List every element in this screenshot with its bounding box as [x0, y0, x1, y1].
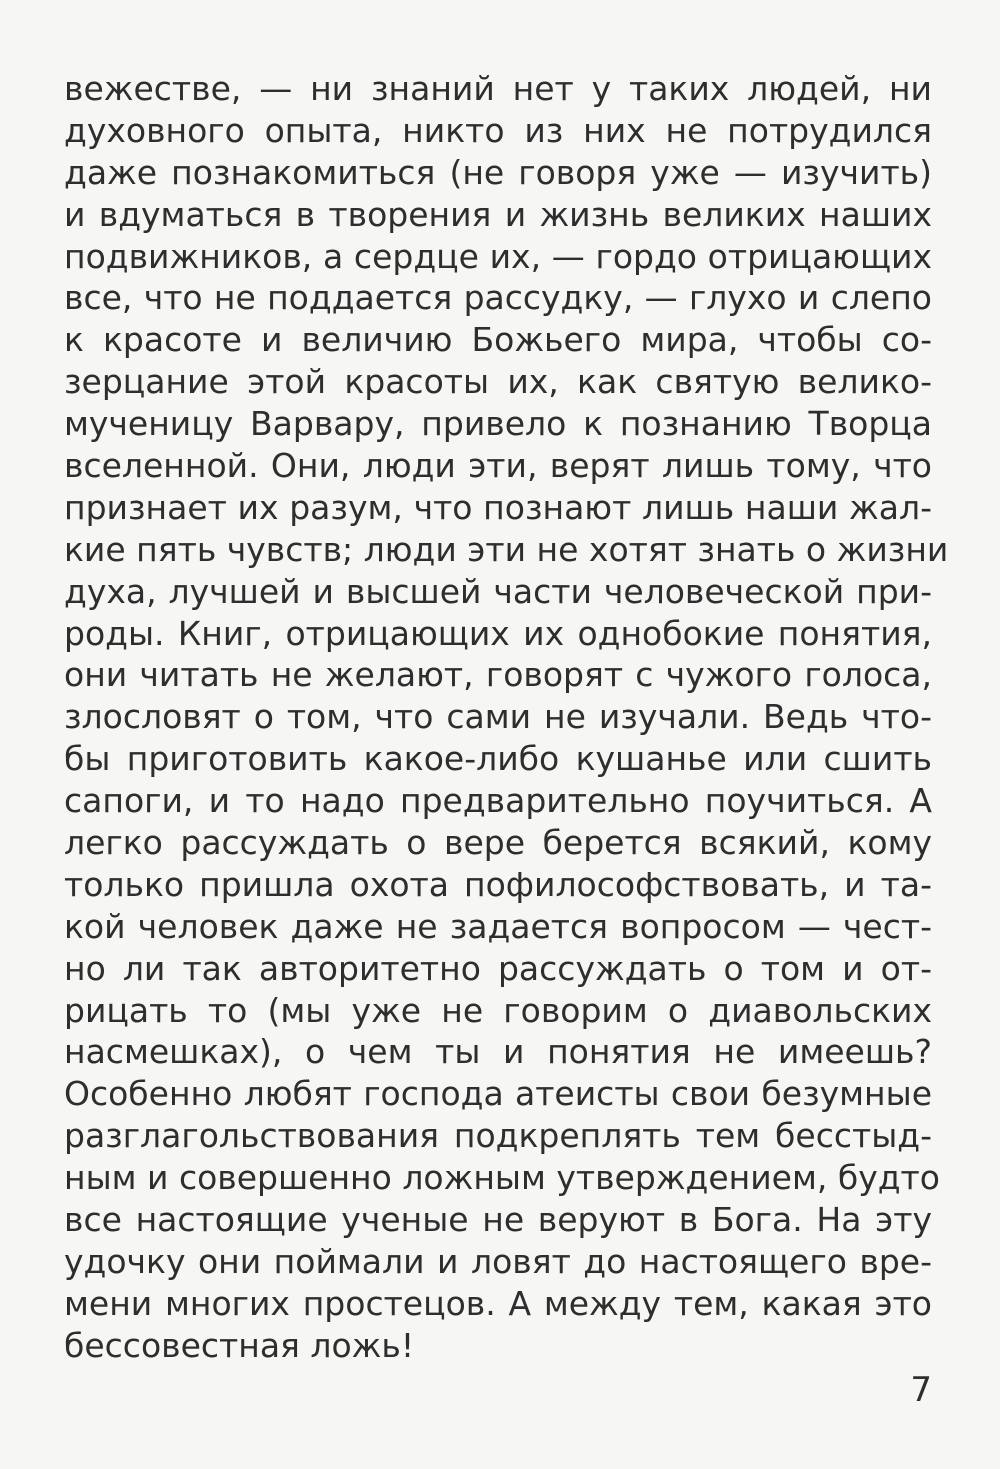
text-line: духа, лучшей и высшей части человеческой при- [64, 571, 932, 611]
text-line: Особенно любят господа атеисты свои безумные [64, 1074, 932, 1114]
body-text [64, 68, 949, 1367]
text-line: рицать то (мы уже не говорим о диавольских [64, 990, 932, 1030]
text-line: насмешках), о чем ты и понятия не имеешь? [64, 1032, 932, 1072]
text-line: но ли так авторитетно рассуждать о том и от- [64, 948, 932, 988]
text-line: мени многих простецов. А между тем, какая это [64, 1283, 932, 1323]
text-line: сапоги, и то надо предварительно поучиться. А [64, 781, 932, 821]
text-line: и вдуматься в творения и жизнь великих наших [64, 194, 932, 234]
text-line: к красоте и величию Божьего мира, чтобы со- [64, 320, 932, 360]
text-line: разглагольствования подкреплять тем бесстыд- [64, 1116, 932, 1156]
text-line: духовного опыта, никто из них не потрудился [64, 110, 932, 150]
text-line: легко рассуждать о вере берется всякий, кому [64, 823, 932, 863]
text-line: мученицу Варвару, привело к познанию Творца [64, 404, 932, 444]
text-line: кие пять чувств; люди эти не хотят знать о жизни [64, 529, 949, 569]
text-line: ным и совершенно ложным утверждением, будто [64, 1158, 940, 1198]
text-line: подвижников, а сердце их, — гордо отрицающих [64, 236, 932, 276]
text-line: только пришла охота пофилософствовать, и та- [64, 864, 932, 904]
text-line: бы приготовить какое-либо кушанье или сшить [64, 739, 932, 779]
text-line: все, что не поддается рассудку, — глухо и слепо [64, 278, 932, 318]
text-line: зерцание этой красоты их, как святую велико- [64, 362, 932, 402]
text-line: признает их разум, что познают лишь наши жал- [64, 487, 932, 527]
text-line: роды. Книг, отрицающих их однобокие понятия, [64, 613, 932, 653]
text-line: бессовестная ложь! [64, 1325, 415, 1365]
text-line: вселенной. Они, люди эти, верят лишь тому, что [64, 446, 932, 486]
page-number: 7 [910, 1370, 932, 1410]
text-line: они читать не желают, говорят с чужого голоса, [64, 655, 932, 695]
text-line: вежестве, — ни знаний нет у таких людей, ни [64, 69, 932, 108]
text-line: злословят о том, что сами не изучали. Ведь что- [64, 697, 932, 737]
text-line: кой человек даже не задается вопросом — чест- [64, 906, 932, 946]
text-line: даже познакомиться (не говоря уже — изучить) [64, 152, 932, 192]
text-line: все настоящие ученые не веруют в Бога. На эту [64, 1200, 932, 1240]
text-line: удочку они поймали и ловят до настоящего вре- [64, 1241, 932, 1281]
